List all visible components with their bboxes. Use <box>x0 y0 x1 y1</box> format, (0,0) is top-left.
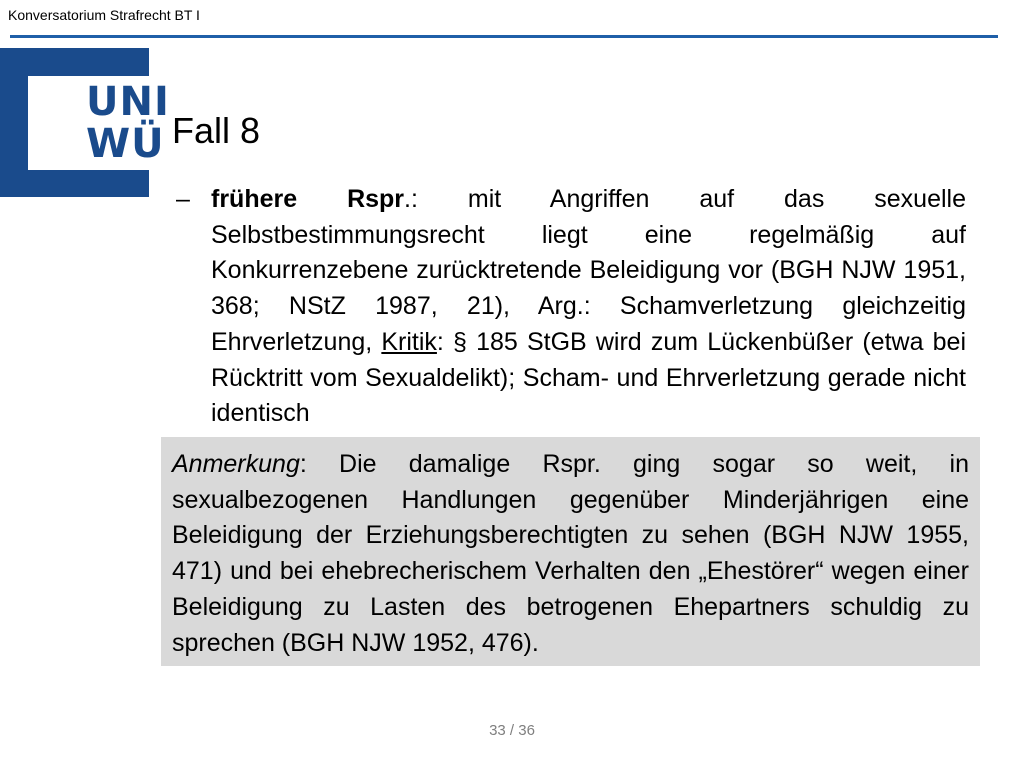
note-box <box>161 437 980 666</box>
bullet-text <box>211 182 966 432</box>
note-text: : Die damalige Rspr. ging sogar so weit, in sexualbezogenen Handlungen gegenüber Minderjährigen eine Beleidigung der Erziehungsberechtigten zu sehen (BGH NJW 1955, 471) und bei ehebrecherischem Verhalten den „Ehestörer“ wegen einer Beleidigung zu Lasten des betrogenen Ehepartners schuldig zu sprechen (BGH NJW 1952, 476). <box>172 450 969 657</box>
header-divider <box>10 35 998 38</box>
slide-title: Fall 8 <box>172 110 261 151</box>
note-label: Anmerkung <box>172 450 300 478</box>
logo-wordmark <box>86 79 170 167</box>
logo-line-2: WÜ <box>86 121 165 167</box>
bullet-lead-bold: frühere Rspr <box>211 185 405 213</box>
critique-text: : § 185 StGB wird zum Lückenbüßer (etwa bei Rücktritt vom Sexualdelikt); Scham- und Ehrverletzung gerade nicht identisch <box>211 327 966 428</box>
bullet-point <box>176 182 966 432</box>
logo-line-1: UNI <box>86 79 170 125</box>
presentation-title: Konversatorium Strafrecht BT I <box>8 7 200 23</box>
critique-label: Kritik <box>381 327 437 356</box>
bullet-lead-rest: .: mit Angriffen auf das sexuelle Selbstbestimmungsrecht liegt eine regelmäßig auf Konkurrenzebene zurücktretende Beleidigung vor (BGH NJW 1951, 368; NStZ 1987, 21), Arg.: Schamverletzung gleichzeitig Ehrverletzung, <box>211 185 966 356</box>
bullet-dash-icon: – <box>176 185 190 213</box>
page-number: 33 / 36 <box>489 722 535 739</box>
university-logo <box>0 48 170 197</box>
